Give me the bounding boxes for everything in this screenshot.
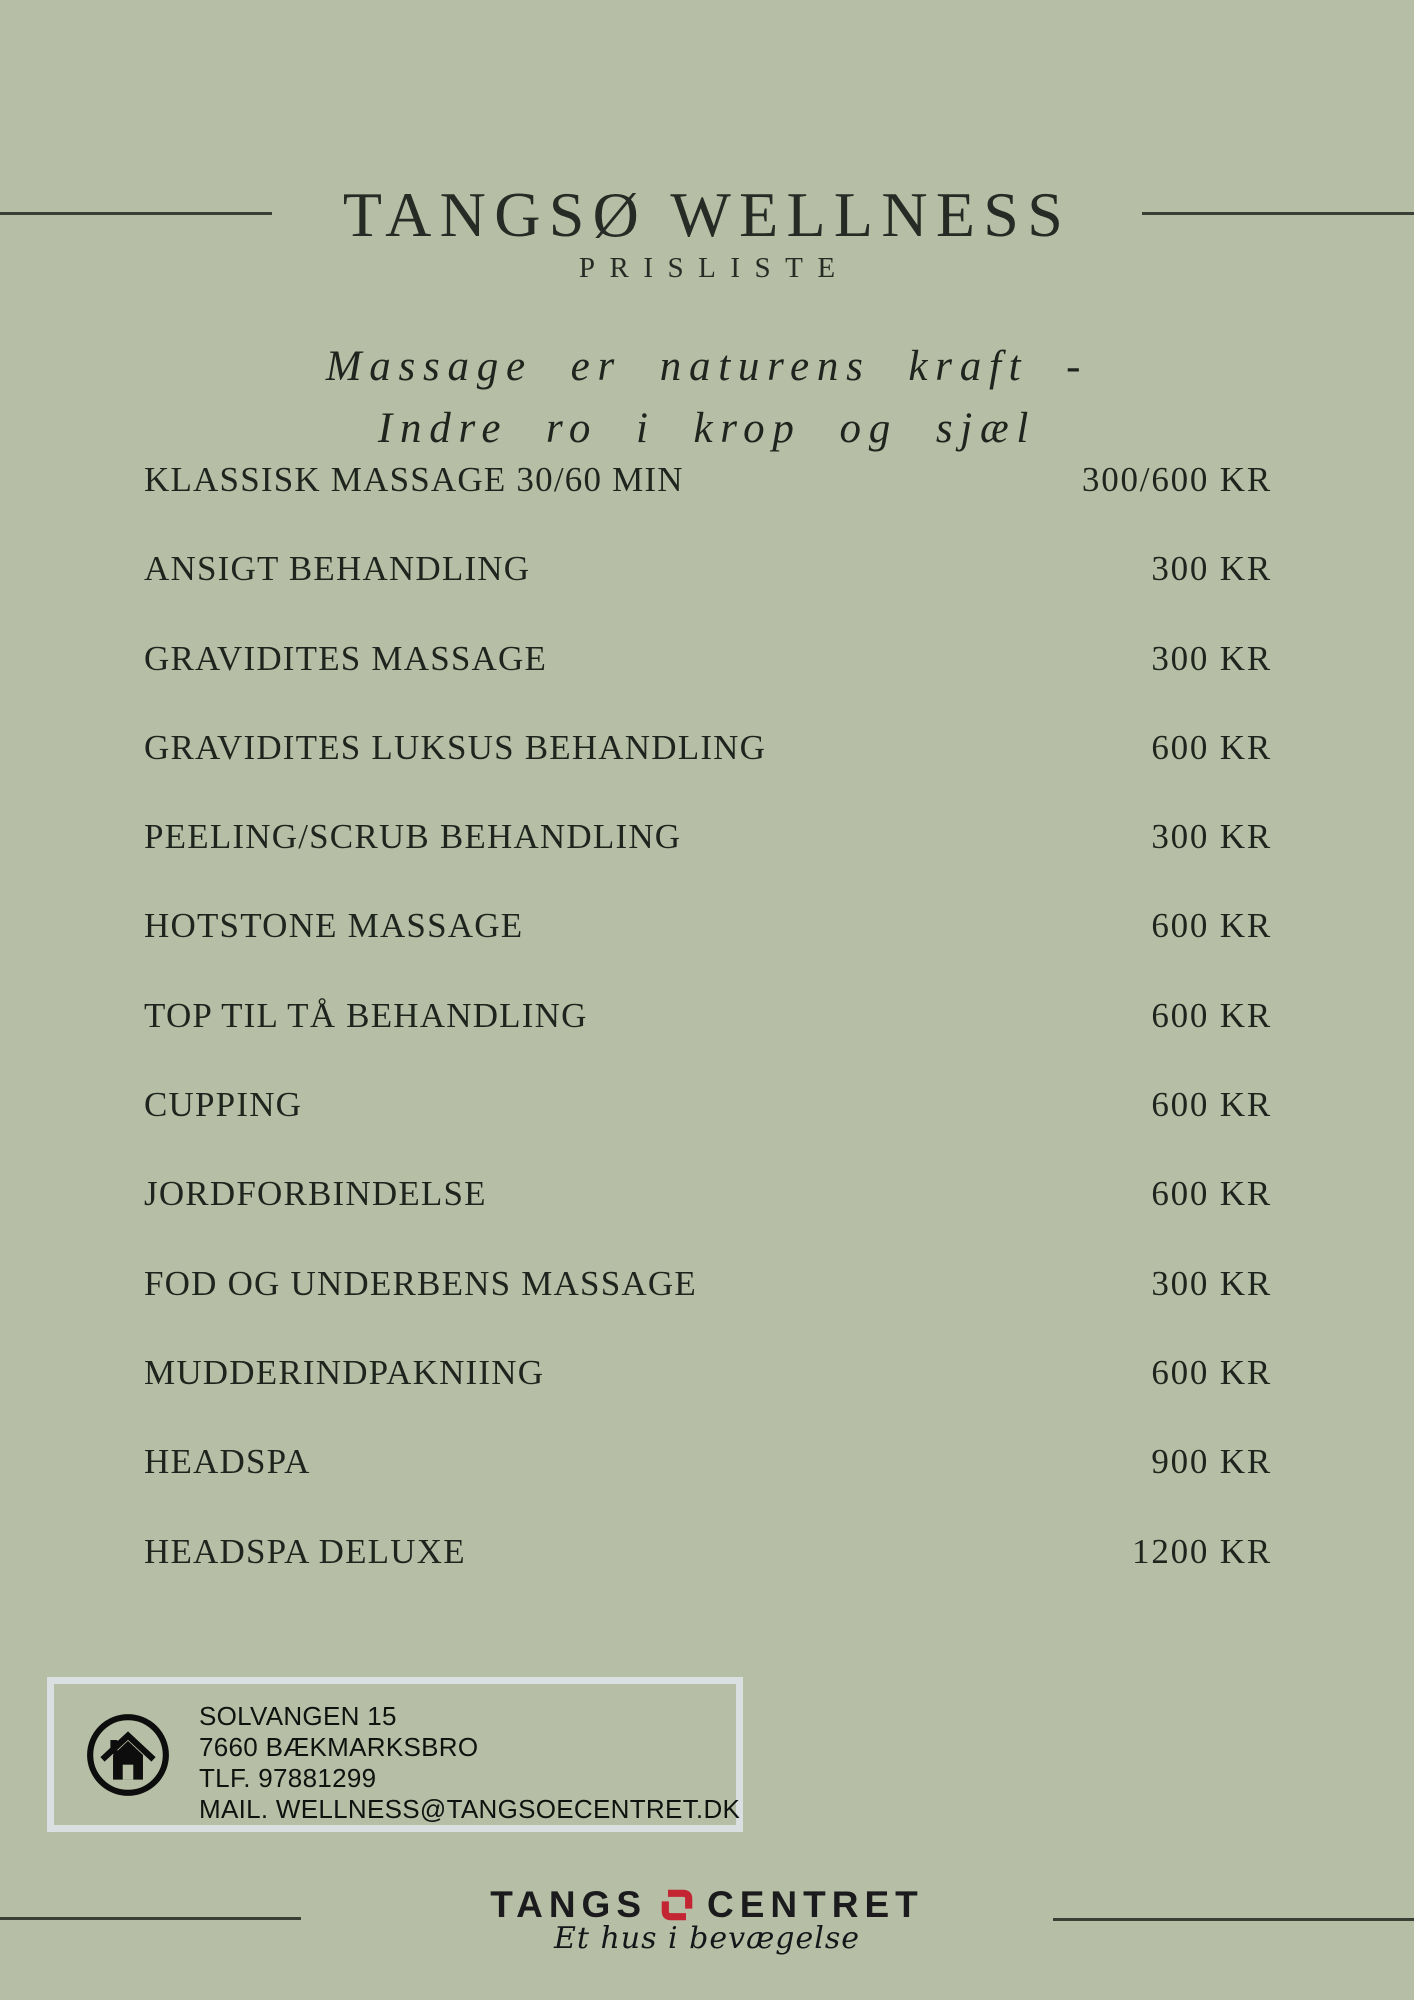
service-name: GRAVIDITES MASSAGE xyxy=(144,638,548,678)
contact-phone: TLF. 97881299 xyxy=(199,1762,377,1793)
contact-address-city: 7660 BÆKMARKSBRO xyxy=(199,1731,479,1762)
service-price: 1200 KR xyxy=(1132,1531,1272,1571)
service-price: 300/600 KR xyxy=(1081,460,1272,499)
home-icon xyxy=(84,1711,172,1799)
service-price: 900 KR xyxy=(1151,1442,1272,1482)
price-row xyxy=(144,1417,1272,1506)
price-list xyxy=(144,435,1272,1596)
service-name: KLASSISK MASSAGE 30/60 MIN xyxy=(144,460,684,499)
service-name: MUDDERINDPAKNIING xyxy=(144,1352,545,1392)
price-row xyxy=(144,971,1272,1060)
price-row xyxy=(144,435,1272,524)
price-row xyxy=(144,614,1272,703)
contact-address-street: SOLVANGEN 15 xyxy=(199,1700,397,1731)
price-row xyxy=(144,1060,1272,1149)
logo-text-part2: CENTRET xyxy=(707,1884,924,1925)
service-price: 600 KR xyxy=(1151,1085,1272,1125)
price-row xyxy=(144,703,1272,792)
stylized-oe-icon xyxy=(659,1887,695,1923)
service-price: 600 KR xyxy=(1151,995,1272,1035)
logo-text-part1: TANGS xyxy=(490,1884,648,1925)
page-subtitle: PRISLISTE xyxy=(578,252,850,284)
service-name: HOTSTONE MASSAGE xyxy=(144,906,524,946)
service-price: 600 KR xyxy=(1151,727,1272,767)
service-name: CUPPING xyxy=(144,1085,303,1125)
price-row xyxy=(144,1239,1272,1328)
price-row xyxy=(144,1328,1272,1417)
service-name: FOD OG UNDERBENS MASSAGE xyxy=(144,1263,697,1303)
service-name: ANSIGT BEHANDLING xyxy=(144,549,531,589)
service-name: GRAVIDITES LUKSUS BEHANDLING xyxy=(144,727,767,767)
tagline-line-1: Massage er naturens kraft - xyxy=(325,343,1089,390)
bottom-left-rule xyxy=(0,1917,301,1920)
service-name: TOP TIL TÅ BEHANDLING xyxy=(144,995,588,1035)
service-price: 300 KR xyxy=(1151,817,1272,857)
contact-details xyxy=(199,1701,740,1825)
service-price: 600 KR xyxy=(1151,906,1272,946)
bottom-right-rule xyxy=(1053,1918,1414,1921)
price-row xyxy=(144,1507,1272,1596)
service-price: 600 KR xyxy=(1151,1352,1272,1392)
contact-email: MAIL. WELLNESS@TANGSOECENTRET.DK xyxy=(199,1793,741,1824)
service-price: 600 KR xyxy=(1151,1174,1272,1214)
service-price: 300 KR xyxy=(1151,1263,1272,1303)
price-row xyxy=(144,792,1272,881)
price-row xyxy=(144,881,1272,970)
price-row xyxy=(144,1149,1272,1238)
service-price: 300 KR xyxy=(1151,638,1272,678)
service-name: HEADSPA xyxy=(144,1442,311,1482)
service-name: JORDFORBINDELSE xyxy=(144,1174,487,1214)
page-title: TANGSØ WELLNESS xyxy=(342,179,1072,250)
service-price: 300 KR xyxy=(1151,549,1272,589)
contact-box xyxy=(47,1677,743,1832)
price-row xyxy=(144,524,1272,613)
logo-tagline: Et hus i bevægelse xyxy=(553,1921,860,1956)
service-name: HEADSPA DELUXE xyxy=(144,1531,466,1571)
service-name: PEELING/SCRUB BEHANDLING xyxy=(144,817,682,857)
tagline-line-2: Indre ro i krop og sjæl xyxy=(377,405,1037,452)
